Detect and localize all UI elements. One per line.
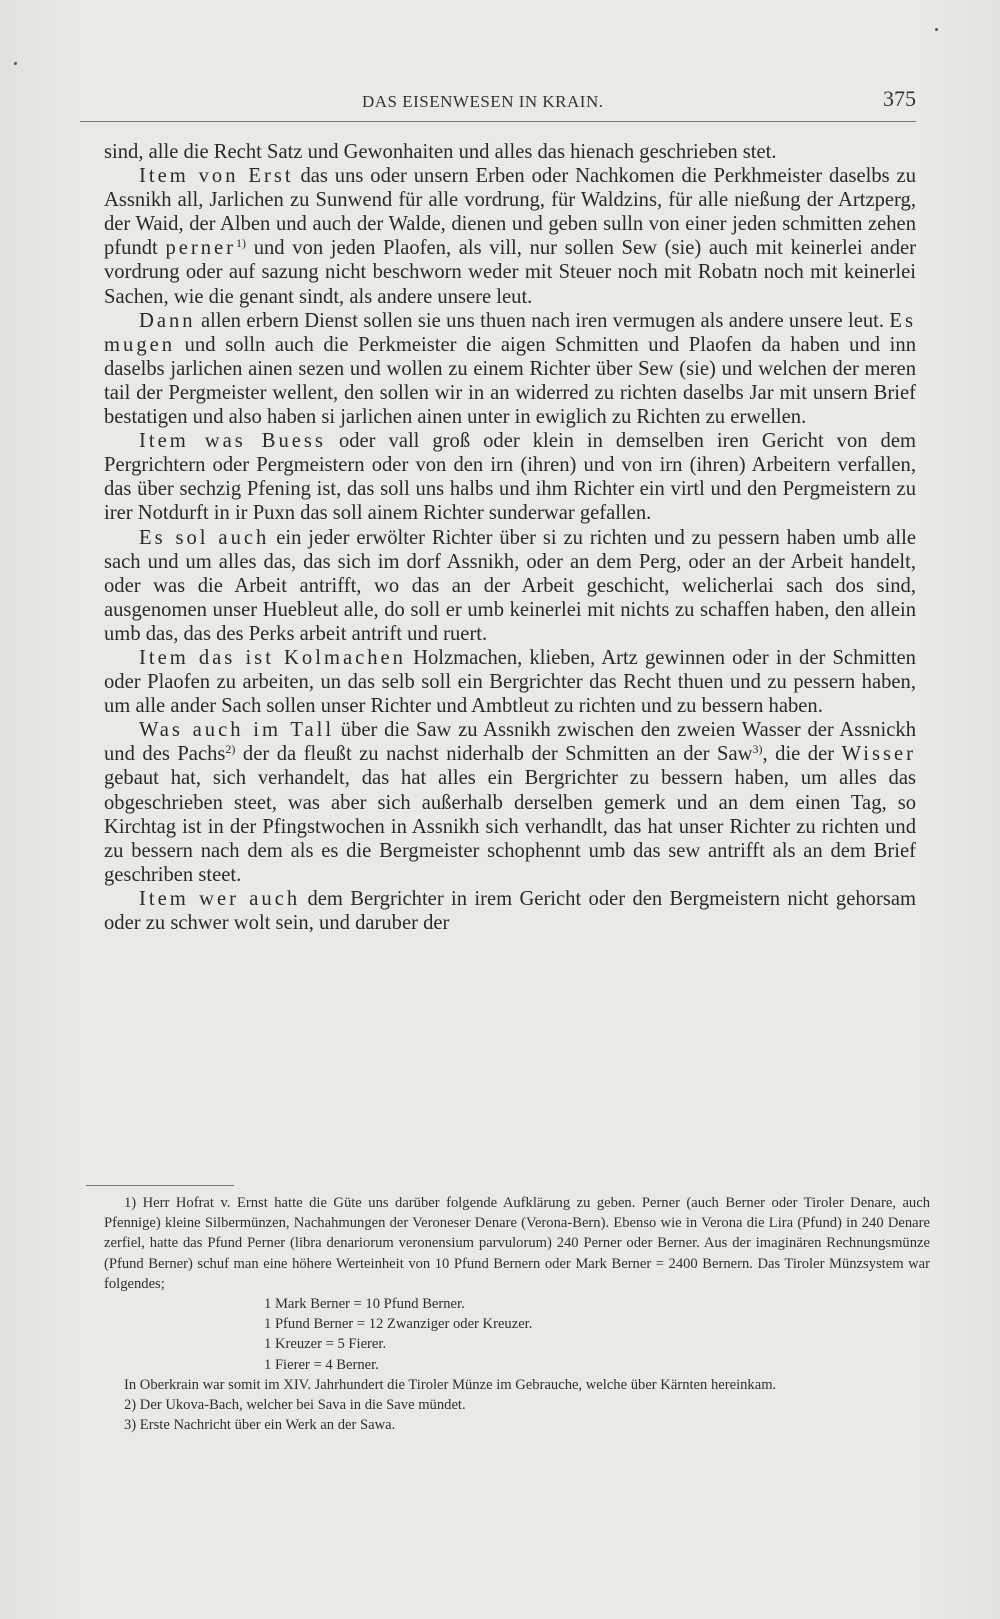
spaced-emphasis: Wisser [841,743,916,766]
text-run: allen erbern Dienst sollen sie uns thuen nach iren vermugen als andere unsere leut. [195,309,890,332]
body-paragraph [104,429,916,525]
text-run: Holzmachen, klieben, Artz gewinnen oder in der Schmitten oder Plaofen zu arbeiten, un das selb soll ein Bergrichter das Recht thuen und zu pessern haben, um alle ander Sach sollen unser Richter und Ambtleut zu richten und zu bessern haben. [104,646,916,718]
text-run: dem Bergrichter in irem Gericht oder den Bergmeistern nicht gehorsam oder zu schwer wolt sein, und daruber der [104,887,916,934]
coin-system-table [264,1294,930,1375]
running-head: DAS EISENWESEN IN KRAIN. [362,92,604,111]
text-run: das uns oder unsern Erben oder Nachkomen die Perkhmeister daselbs zu Assnikh all, Jarlichen zu Sunwend für alle vordrung, für Waldzins, für alle nießung der Artzperg, der Waid, der Alben und auch der Walde, dienen und geben sulln von einer jeden schmitten zehen pfundt [104,165,916,260]
footnote-3: 3) Erste Nachricht über ein Werk an der Sawa. [124,1417,396,1434]
text-run: , die der [762,743,842,766]
text-run: und von jeden Plaofen, als vill, nur sollen Sew (sie) auch mit keinerlei ander vordrung oder auf sazung nicht beschworn weder mit Steuer noch mit Robatn noch mit keinerlei Sachen, wie die genant sindt, als andere unsere leut. [104,237,916,308]
page-header [104,86,916,118]
spaced-emphasis: Item von Erst [139,165,294,188]
main-text [104,140,916,935]
coin-row: 1 Mark Berner = 10 Pfund Berner. [264,1296,465,1313]
coin-row: 1 Fierer = 4 Berner. [264,1356,379,1373]
page-number: 375 [883,86,916,111]
body-paragraph [104,164,916,309]
footnote-ref: 2) [225,742,236,757]
spaced-emphasis: Dann [139,309,196,332]
spaced-emphasis: Es sol auch [139,526,270,549]
text-run: der da fleußt zu nachst niderhalb der Schmitten an der Saw [235,743,753,766]
footnote-1: 1) Herr Hofrat v. Ernst hatte die Güte uns darüber folgende Aufklärung zu geben. Perner (auch Berner oder Tiroler Denare, auch Pfennige) kleine Silbermünzen, Nachahmungen der Veroneser Denare (Verona-Bern). Ebenso wie in Verona die Lira (Pfund) in 240 Denare zerfiel, hatte das Pfund Perner (libra denariorum veronensium parvulorum) 240 Perner oder Berner. Aus der imaginären Rechnungsmünze (Pfund Berner) schuf man eine höhere Werteinheit von 10 Pfund Bernern oder Mark Berner = 2400 Bernern. Das Tiroler Münzsystem war folgendes; [104,1195,930,1292]
footnote-rule [86,1185,234,1186]
footnote-1-tail: In Oberkrain war somit im XIV. Jahrhundert die Tiroler Münze im Gebrauche, welche über Kärnten hereinkam. [124,1376,777,1393]
footnote-ref: 3) [752,742,763,757]
body-paragraph [104,887,916,935]
body-paragraph [104,140,916,164]
spaced-emphasis: Item wer auch [139,887,301,910]
spaced-emphasis: perner [165,237,237,260]
body-paragraph [104,718,916,887]
text-run: oder vall groß oder klein in demselben iren Gericht von dem Pergrichtern oder Pergmeistern oder von den irn (ihren) und von irn (ihren) Arbeitern verfallen, das über sechzig Pfening ist, das soll uns halbs und ihm Richter ein virtl und den Pergmeistern zu irer Notdurft in ir Puxn das soll ainem Richter sunderwar gefallen. [104,430,917,525]
body-paragraph [104,526,916,646]
scan-speck [935,28,938,31]
coin-row: 1 Kreuzer = 5 Fierer. [264,1336,387,1353]
body-paragraph [104,646,916,718]
text-run: und solln auch die Perkmeister die aigen Schmitten und Plaofen da haben und inn daselbs jarlichen ainen sezen und wollen zu einem Richter über Sew (sie) und welchen der meren tail der Pergmeister wellent, den sollen wir in an widerred zu richten daselbs Jar mit unsern Brief bestatigen und also haben si jarlichen ainen unter in ewiglich zu Richten zu erwellen. [104,333,916,429]
footnote-2: 2) Der Ukova-Bach, welcher bei Sava in die Save mündet. [124,1397,466,1414]
spaced-emphasis: Item was Buess [139,430,326,453]
text-run: über die Saw zu Assnikh zwischen den zweien Wasser der Assnickh und des Pachs [104,719,917,766]
spaced-emphasis: Was auch im Tall [139,719,335,742]
body-paragraph [104,309,916,429]
text-run: sind, alle die Recht Satz und Gewonhaiten und alles das hienach geschrieben stet. [104,141,777,163]
spaced-emphasis: Es mugen [104,309,916,356]
scan-speck [14,62,17,65]
coin-row: 1 Pfund Berner = 12 Zwanziger oder Kreuzer. [264,1316,533,1333]
footnotes [104,1193,930,1435]
spaced-emphasis: Item das ist Kolmachen [139,646,406,669]
footnote-ref: 1) [236,236,247,251]
header-rule [80,121,916,122]
text-run: gebaut hat, sich verhandelt, das hat alles ein Bergrichter zu bessern haben, um alles das obgeschrieben steet, was aber sich außerhalb derselben gemerk und an dem einen Tag, so Kirchtag ist in der Pfingstwochen in Assnikh sich verhandlt, das hat unser Richter zu richten und zu bessern nach dem als es die Bergmeister schophennt umb das sew antrifft als an dem Brief geschriben steet. [104,767,916,886]
text-run: ein jeder erwölter Richter über si zu richten und zu pessern haben umb alle sach und um alles das, das sich im dorf Assnikh, oder an dem Perg, oder an der Arbeit handelt, oder was die Arbeit antrifft, wo das an der Arbeit geschicht, welicherlai sach dos sind, ausgenomen unser Huebleut alle, do soll er umb keinerlei mit nichts zu schaffen haben, den allein umb das, das des Perks arbeit antrift und ruert. [104,526,916,645]
